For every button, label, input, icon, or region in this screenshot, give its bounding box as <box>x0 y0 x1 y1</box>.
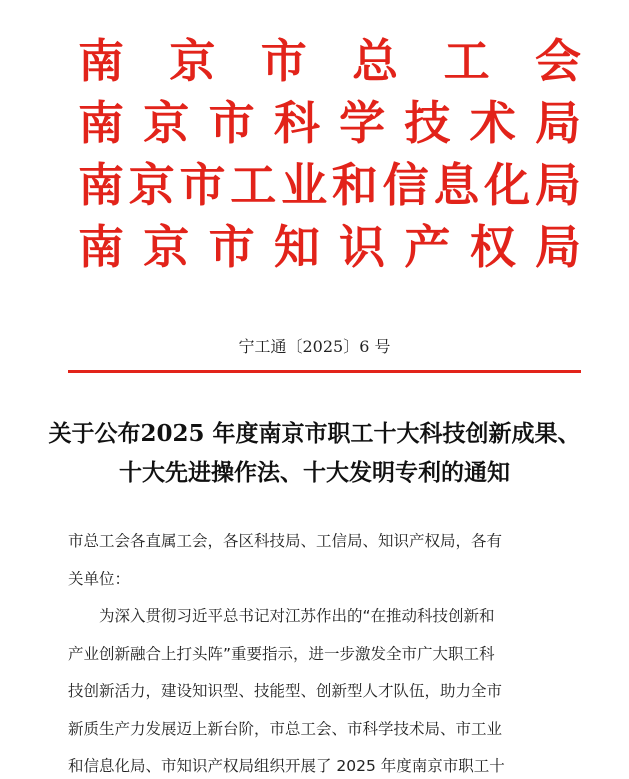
issuer-character: 信 <box>382 158 429 212</box>
issuer-character: 京 <box>128 158 175 212</box>
issuer-character: 京 <box>169 34 216 88</box>
title-line-1: 关于公布2025 年度南京市职工十大科技创新成果、 <box>48 420 581 447</box>
issuer-character: 南 <box>78 220 124 274</box>
document-title <box>40 414 589 492</box>
issuing-organizations <box>78 30 581 278</box>
paragraph-line-2: 产业创新融合上打头阵”重要指示，进一步激发全市广大职工科 <box>68 644 495 663</box>
issuer-line-intellectual-property-bureau <box>78 216 581 278</box>
issuer-character: 总 <box>352 34 399 88</box>
issuer-character: 局 <box>534 96 581 150</box>
paragraph-line-1: 为深入贯彻习近平总书记对江苏作出的“在推动科技创新和 <box>99 607 495 625</box>
issuer-character: 业 <box>281 158 328 212</box>
issuer-character: 息 <box>433 158 480 212</box>
issuer-character: 科 <box>273 96 320 150</box>
issuer-line-industry-information-bureau <box>78 154 581 216</box>
paragraph-line-5: 和信息化局、市知识产权局组织开展了 2025 年度南京市职工十 <box>68 757 505 775</box>
issuer-character: 和 <box>331 158 378 212</box>
issuer-character: 局 <box>534 220 581 274</box>
issuer-character: 市 <box>208 96 255 150</box>
salutation-line-2: 关单位： <box>68 569 131 588</box>
issuer-character: 技 <box>404 96 451 150</box>
issuer-character: 京 <box>143 96 190 150</box>
issuer-character: 工 <box>230 158 277 212</box>
paragraph-line-3: 技创新活力，建设知识型、技能型、创新型人才队伍，助力全市 <box>68 682 503 700</box>
issuer-character: 术 <box>469 96 516 150</box>
issuer-character: 市 <box>179 158 226 212</box>
issuer-character: 学 <box>339 96 386 150</box>
issuer-character: 会 <box>534 34 581 88</box>
issuer-character: 南 <box>78 34 124 88</box>
issuer-character: 京 <box>143 220 190 274</box>
paragraph-line-4: 新质生产力发展迈上新台阶，市总工会、市科学技术局、市工业 <box>68 719 503 738</box>
issuer-character: 南 <box>78 96 124 150</box>
issuer-character: 工 <box>443 34 490 88</box>
document-number: 宁工通〔2025〕6 号 <box>238 337 391 356</box>
salutation-line-1: 市总工会各直属工会，各区科技局、工信局、知识产权局，各有 <box>68 532 503 550</box>
issuer-line-science-technology-bureau <box>78 92 581 154</box>
issuer-character: 市 <box>208 220 255 274</box>
document-body <box>68 523 581 779</box>
issuer-character: 知 <box>273 220 320 274</box>
issuer-character: 局 <box>534 158 581 212</box>
issuer-character: 化 <box>484 158 531 212</box>
red-separator-line <box>68 370 581 373</box>
issuer-character: 南 <box>78 158 124 212</box>
issuer-character: 产 <box>404 220 451 274</box>
issuer-character: 权 <box>469 220 516 274</box>
issuer-character: 市 <box>260 34 307 88</box>
issuer-character: 识 <box>339 220 386 274</box>
issuer-line-federation-of-trade-unions <box>78 30 581 92</box>
title-line-2: 十大先进操作法、十大发明专利的通知 <box>119 459 510 486</box>
